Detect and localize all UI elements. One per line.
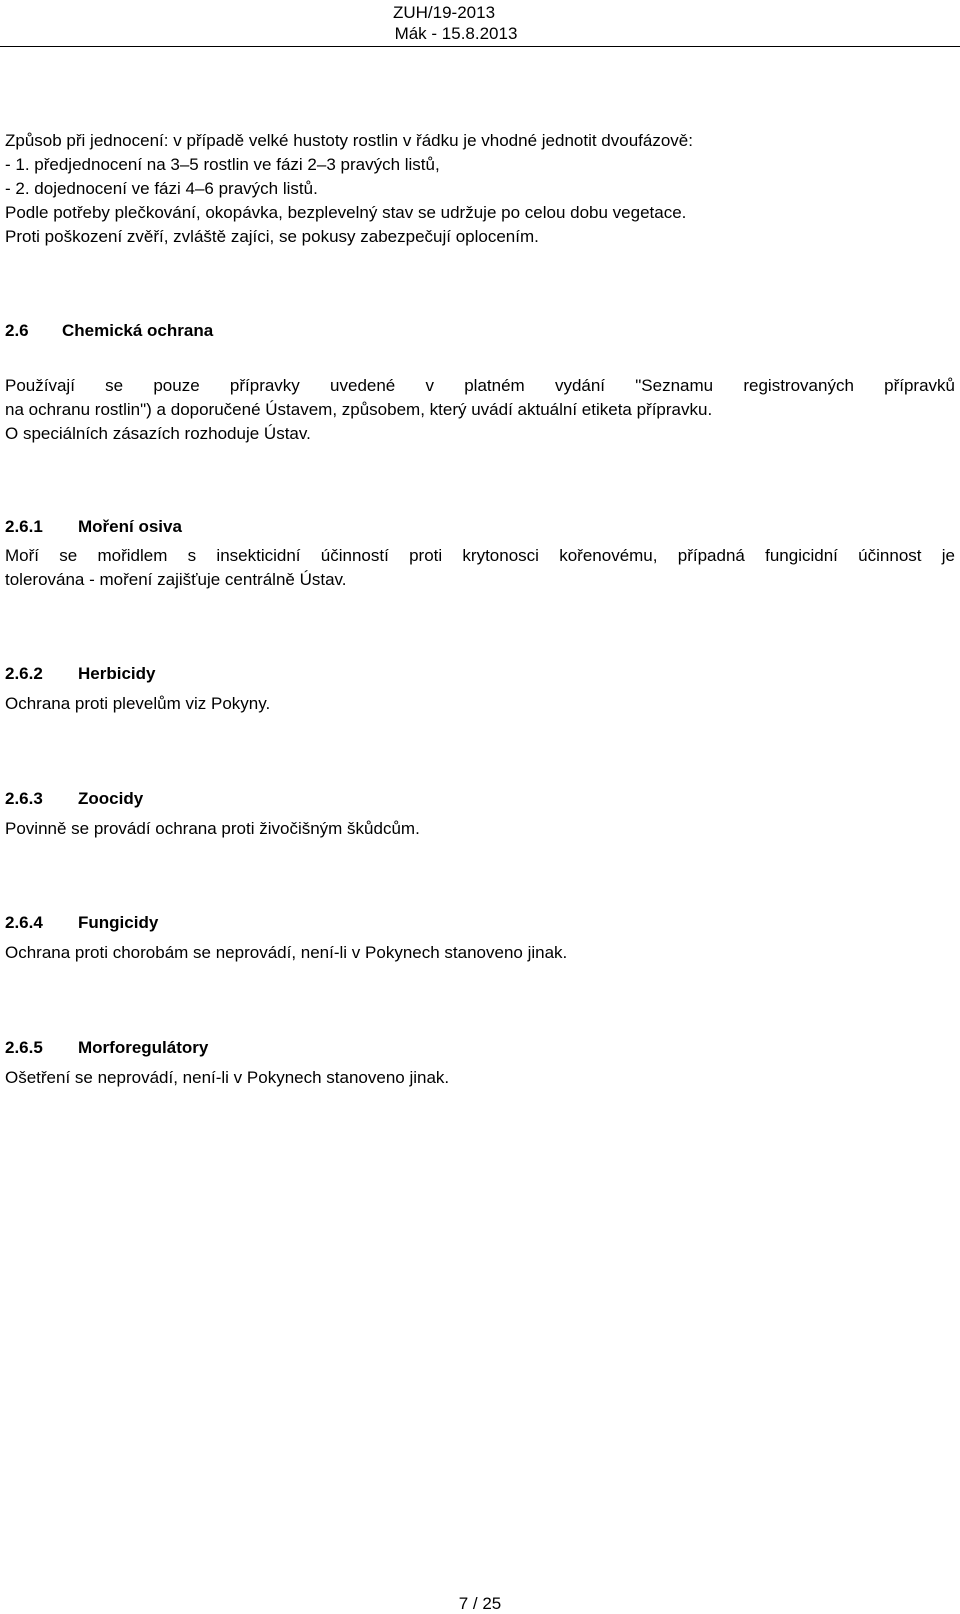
paragraph-line: Používají se pouze přípravky uvedené v platném vydání "Seznamu registrovaných přípravků xyxy=(5,376,955,395)
subsection-title: Zoocidy xyxy=(78,789,144,808)
subsection-title: Herbicidy xyxy=(78,664,156,683)
subsection-heading xyxy=(5,789,143,809)
document-id: ZUH/19-2013 xyxy=(392,3,496,22)
subsection-heading xyxy=(5,1038,208,1058)
subsection-heading xyxy=(5,913,158,933)
paragraph-line: O speciálních zásazích rozhoduje Ústav. xyxy=(5,424,311,443)
section-title: Chemická ochrana xyxy=(62,321,214,340)
subsection-title: Fungicidy xyxy=(78,913,159,932)
paragraph-line: tolerována - moření zajišťuje centrálně Ústav. xyxy=(5,570,347,589)
subsection-number: 2.6.1 xyxy=(5,517,43,536)
subsection-number: 2.6.5 xyxy=(5,1038,43,1057)
intro-line: Proti poškození zvěří, zvláště zajíci, se pokusy zabezpečují oplocením. xyxy=(5,227,539,246)
paragraph-line: na ochranu rostlin") a doporučené Ústavem, způsobem, který uvádí aktuální etiketa přípravku. xyxy=(5,400,713,419)
subsection-title: Moření osiva xyxy=(78,517,182,536)
paragraph-line: Ochrana proti plevelům viz Pokyny. xyxy=(5,694,271,713)
subsection-title: Morforegulátory xyxy=(78,1038,209,1057)
page-header xyxy=(0,0,960,47)
intro-line: - 2. dojednocení ve fázi 4–6 pravých listů. xyxy=(5,179,318,198)
paragraph-line: Ošetření se neprovádí, není-li v Pokynech stanoveno jinak. xyxy=(5,1068,450,1087)
paragraph-line: Ochrana proti chorobám se neprovádí, není-li v Pokynech stanoveno jinak. xyxy=(5,943,568,962)
intro-line: Podle potřeby plečkování, okopávka, bezplevelný stav se udržuje po celou dobu vegetace. xyxy=(5,203,687,222)
section-number: 2.6 xyxy=(5,321,29,340)
intro-line: Způsob při jednocení: v případě velké hustoty rostlin v řádku je vhodné jednotit dvoufázově: xyxy=(5,131,693,150)
paragraph-line: Moří se mořidlem s insekticidní účinností proti krytonosci kořenovému, případná fungicidní účinnost je xyxy=(5,546,955,565)
subsection-number: 2.6.2 xyxy=(5,664,43,683)
crop-date: Mák - 15.8.2013 xyxy=(394,24,518,43)
subsection-number: 2.6.4 xyxy=(5,913,43,932)
subsection-heading xyxy=(5,517,182,537)
section-heading xyxy=(5,321,213,341)
intro-line: - 1. předjednocení na 3–5 rostlin ve fázi 2–3 pravých listů, xyxy=(5,155,440,174)
subsection-heading xyxy=(5,664,155,684)
page-number: 7 / 25 xyxy=(458,1594,502,1613)
paragraph-line: Povinně se provádí ochrana proti živočišným škůdcům. xyxy=(5,819,420,838)
subsection-number: 2.6.3 xyxy=(5,789,43,808)
